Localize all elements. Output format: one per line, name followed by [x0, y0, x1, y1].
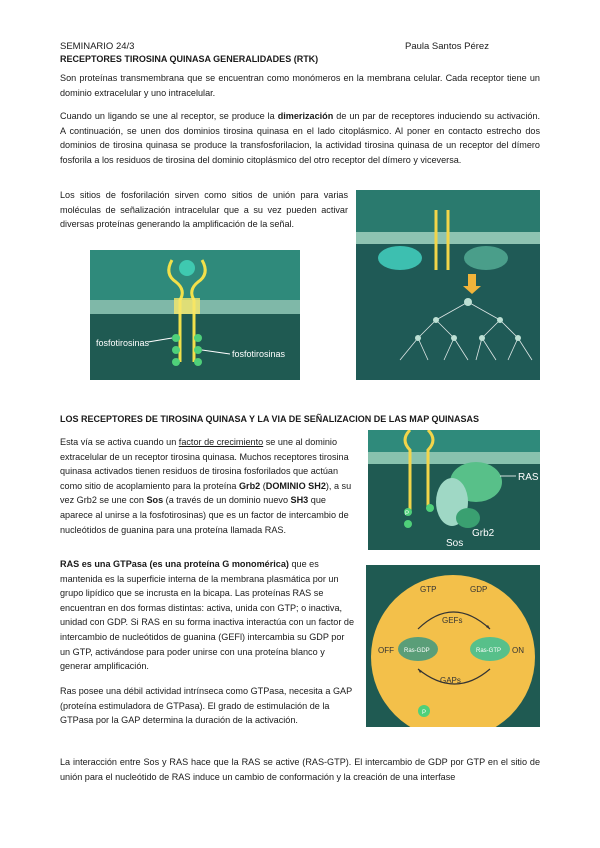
fig4-p: P — [422, 710, 427, 716]
text-run: Cuando un ligando se une al receptor, se produce la — [60, 111, 278, 121]
text-run: ), a su vez Grb2 se une con — [60, 480, 352, 506]
fig1-label-right: fosfotirosinas — [232, 349, 286, 359]
fig4-ras-gdp: Ras-GDP — [404, 648, 430, 654]
section1-p2 — [60, 109, 540, 167]
fig3-grb2-label: Grb2 — [472, 528, 495, 539]
fig4-off: OFF — [378, 646, 394, 655]
bold-sh3: SH3 — [290, 495, 309, 506]
fig3-sos-label: Sos — [446, 538, 464, 549]
bold-grb2: Grb2 — [238, 480, 261, 491]
text-run: que es mantenida es la superficie interna de la membrana plasmática por un grupo lipídico que se incrusta en la bicapa. Las proteínas RAS se encuentran en dos formas distintas: activa, unida con GTP; o inactiva, unidad con GDP. Si RAS en su forma inactiva interactúa con un factor de intercambio de nucleótidos de guanina (GEFl) intercambia su GDP por un GTP, activándose para poder unirse con una proteína blanco y generar amplificación. — [60, 559, 355, 672]
bold-dimerizacion: dimerización — [277, 111, 334, 121]
fig4-gdp: GDP — [470, 585, 488, 594]
figure-ras-sos-grb2 — [368, 430, 540, 550]
bold-sos: Sos — [146, 495, 164, 506]
text-run: que aparece al unirse a la fosfotirosinas) que es un factor de intercambio de nucleótidos de guanina para una proteína llamada RAS. — [60, 495, 349, 535]
text-run: Esta vía se activa cuando un — [60, 437, 179, 447]
section2-p3: Ras posee una débil actividad intrínseca como GTPasa, necesita a GAP (proteína estimuladora de GTPasa). El grado de estimulación de la GTPasa por la GAP determina la duración de la activación. — [60, 686, 353, 726]
section1-title: RECEPTORES TIROSINA QUINASA GENERALIDADES (RTK) — [60, 54, 319, 64]
section2-p2 — [60, 557, 355, 674]
fig4-ras-gtp: Ras-GTP — [476, 648, 502, 654]
section2-p4: La interacción entre Sos y RAS hace que la RAS se active (RAS-GTP). El intercambio de GDP por GTP en el sitio de unión para el nucleótido de RAS induce un cambio de conformación y la creación de una interfase — [60, 757, 540, 782]
header-right: Paula Santos Pérez — [405, 41, 489, 52]
bold-ras-gtpasa: RAS es una GTPasa (es una proteína G monomérica) — [60, 559, 289, 569]
text-run: de un par de receptores induciendo su activación. A continuación, se unen dos dominios tirosina quinasa en el lado citoplásmico. Al poner en contacto estrecho dos dominios de tirosina quinasa se produce la transfosforilacion, la actividad tirosina quinasa de un receptor del dímero fosforila a los residuos de tirosina del dominio citoplásmico del otro receptor del dímero y viceversa. — [60, 111, 540, 165]
fig4-gaps: GAPs — [440, 676, 461, 685]
section1-p1: Son proteínas transmembrana que se encuentran como monómeros en la membrana celular. Cada receptor tiene un dominio extracelular y uno intracelular. — [60, 73, 540, 98]
header-left: SEMINARIO 24/3 — [60, 41, 135, 52]
fig4-gtp: GTP — [420, 585, 437, 594]
fig1-label-left: fosfotirosinas — [96, 338, 150, 348]
text-run: (a través de un dominio nuevo — [163, 495, 291, 506]
figure-receptor-dimer — [90, 250, 300, 380]
link-factor-crecimiento: factor de crecimiento — [178, 437, 264, 447]
fig3-ras-label: RAS — [518, 472, 539, 483]
figure-signal-amplification — [356, 190, 540, 380]
text-run: se une al dominio extracelular de un receptor tirosina quinasa. Muchos receptores tirosina quinasa activados tienen residuos de tirosina fosforilados que actúan como sitio de acoplamiento para la proteína — [60, 437, 349, 491]
fig4-on: ON — [512, 646, 524, 655]
section2-title: LOS RECEPTORES DE TIROSINA QUINASA Y LA VIA DE SEÑALIZACION DE LAS MAP QUINASAS — [60, 414, 480, 424]
figure-ras-gtpase-cycle — [366, 565, 540, 727]
bold-dominio-sh2: DOMINIO SH2 — [265, 480, 326, 491]
fig4-gefs: GEFs — [442, 616, 463, 625]
text-run: ( — [260, 480, 266, 491]
section1-p3: Los sitios de fosforilación sirven como sitios de unión para varias moléculas de señalización intracelular que a su vez pueden activar diversas proteínas generando la amplificación de la señal. — [60, 190, 348, 230]
section2-p1 — [60, 435, 355, 537]
fig3-p-label: P — [405, 511, 410, 517]
